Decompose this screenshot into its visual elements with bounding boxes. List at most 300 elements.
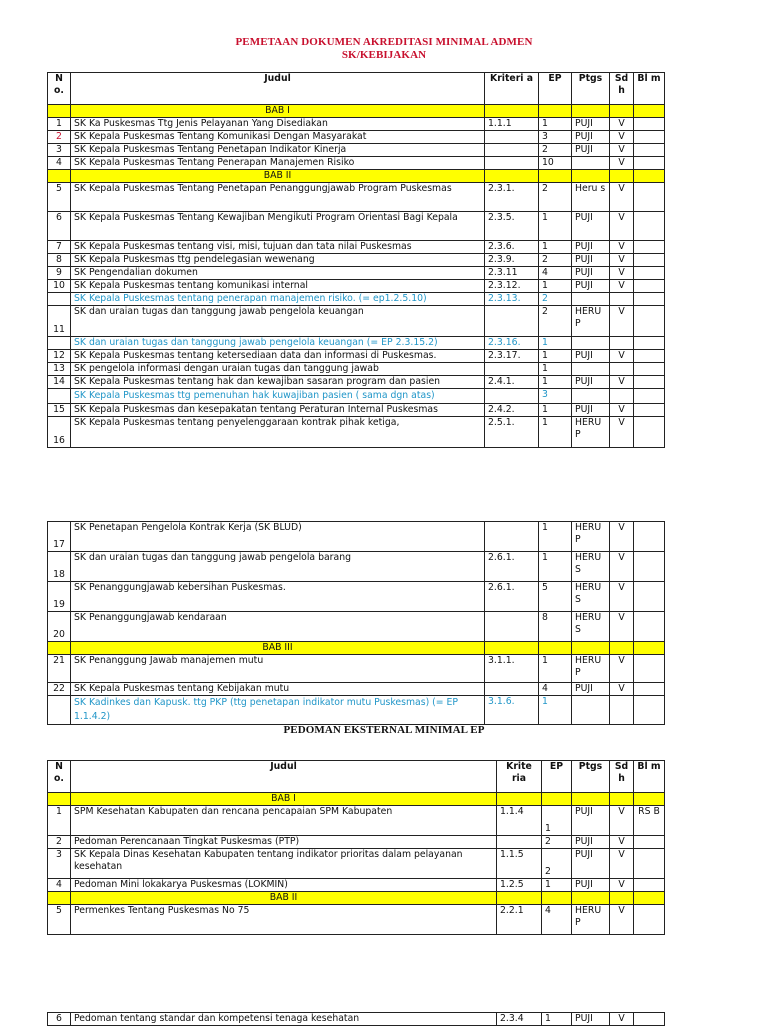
- table-row: [48, 905, 665, 935]
- table-cell: HERU P: [572, 306, 610, 337]
- table-cell: [48, 696, 71, 725]
- table-row: [48, 417, 665, 448]
- header-ptgs: Ptgs: [572, 761, 610, 793]
- table-cell: [485, 522, 539, 552]
- table-cell: V: [610, 582, 634, 612]
- table-cell: [485, 612, 539, 642]
- section1-title: PEMETAAN DOKUMEN AKREDITASI MINIMAL ADMEN: [235, 36, 533, 48]
- table-row: [48, 806, 665, 836]
- table-cell: [48, 170, 71, 183]
- table-cell: [634, 170, 665, 183]
- table-cell: V: [610, 836, 634, 849]
- table-cell: V: [610, 683, 634, 696]
- table-cell: HERU S: [572, 552, 610, 582]
- table-cell: [634, 696, 665, 725]
- table-cell: 10: [539, 157, 572, 170]
- bab-row: [48, 642, 665, 655]
- table-cell: SK Kepala Puskesmas Tentang Komunikasi Dengan Masyarakat: [71, 131, 485, 144]
- table-cell: [634, 612, 665, 642]
- table-cell: [572, 696, 610, 725]
- header-no: N o.: [48, 761, 71, 793]
- table-cell: 1: [539, 522, 572, 552]
- table-row: [48, 582, 665, 612]
- header-blm: Bl m: [634, 73, 665, 105]
- table-cell: 3.1.1.: [485, 655, 539, 683]
- header-kriteria: Kriteri a: [485, 73, 539, 105]
- table-cell: 1: [542, 1013, 572, 1026]
- table-cell: [572, 363, 610, 376]
- table-cell: PUJI: [572, 254, 610, 267]
- table-row: [48, 363, 665, 376]
- table-cell: 4: [48, 157, 71, 170]
- table-cell: 2: [539, 306, 572, 337]
- table-row: [48, 552, 665, 582]
- table-cell: 1: [539, 118, 572, 131]
- bab-row: [48, 793, 665, 806]
- table-row: [48, 267, 665, 280]
- table-cell: 16: [48, 417, 71, 448]
- section2-title: PEDOMAN EKSTERNAL MINIMAL EP: [283, 724, 485, 736]
- table-cell: [485, 144, 539, 157]
- table-cell: 2.3.11: [485, 267, 539, 280]
- table-cell: [634, 131, 665, 144]
- table-cell: SK Kepala Puskesmas Tentang Kewajiban Mengikuti Program Orientasi Bagi Kepala: [71, 212, 485, 241]
- table-cell: [634, 836, 665, 849]
- table-cell: [634, 417, 665, 448]
- table-cell: [634, 157, 665, 170]
- table-cell: V: [610, 131, 634, 144]
- header-blm: Bl m: [634, 761, 665, 793]
- table-cell: [610, 642, 634, 655]
- table-row: [48, 254, 665, 267]
- table-cell: [634, 337, 665, 350]
- table-cell: [485, 683, 539, 696]
- table-cell: 14: [48, 376, 71, 389]
- table-cell: HERU P: [572, 905, 610, 935]
- table-cell: 2.3.5.: [485, 212, 539, 241]
- table-cell: 9: [48, 267, 71, 280]
- table-cell: 1.1.4: [497, 806, 542, 836]
- table-cell: [634, 683, 665, 696]
- table-cell: [572, 793, 610, 806]
- table-cell: SK Kepala Puskesmas Tentang Penetapan Indikator Kinerja: [71, 144, 485, 157]
- table-cell: [634, 350, 665, 363]
- table-row: [48, 612, 665, 642]
- table-row: [48, 157, 665, 170]
- table-cell: [634, 105, 665, 118]
- table-header-row: [48, 73, 665, 105]
- table-row: [48, 241, 665, 254]
- table-row: [48, 118, 665, 131]
- table-cell: Pedoman Perencanaan Tingkat Puskesmas (PTP): [71, 836, 497, 849]
- header-judul: Judul: [71, 761, 497, 793]
- table-cell: [610, 293, 634, 306]
- table-row: [48, 849, 665, 879]
- table-cell: [485, 642, 539, 655]
- table-cell: SK Kepala Puskesmas tentang ketersediaan data dan informasi di Puskesmas.: [71, 350, 485, 363]
- table-cell: [610, 696, 634, 725]
- table-cell: V: [610, 183, 634, 212]
- table-cell: 5: [48, 183, 71, 212]
- table-cell: 22: [48, 683, 71, 696]
- table-cell: 1: [539, 417, 572, 448]
- table-cell: 1: [539, 655, 572, 683]
- table-cell: [48, 389, 71, 404]
- table-cell: [485, 170, 539, 183]
- table-cell: 2.3.9.: [485, 254, 539, 267]
- sk-kebijakan-table-continued: [47, 521, 665, 725]
- table-cell: SK Kepala Puskesmas Tentang Penerapan Manajemen Risiko: [71, 157, 485, 170]
- table-cell: PUJI: [572, 376, 610, 389]
- table-cell: [485, 131, 539, 144]
- pedoman-eksternal-table: [47, 760, 665, 935]
- table-cell: 15: [48, 404, 71, 417]
- table-cell: [634, 267, 665, 280]
- table-cell: [572, 170, 610, 183]
- table-cell: Pedoman tentang standar dan kompetensi tenaga kesehatan: [71, 1013, 497, 1026]
- table-row-note: [48, 337, 665, 350]
- table-cell: 1: [539, 241, 572, 254]
- table-cell: 2.2.1: [497, 905, 542, 935]
- table-cell: [634, 183, 665, 212]
- table-row: [48, 683, 665, 696]
- table-cell: [539, 642, 572, 655]
- table-cell: SK Kepala Puskesmas ttg pendelegasian wewenang: [71, 254, 485, 267]
- table-cell: RS B: [634, 806, 665, 836]
- bab-label: BAB III: [71, 642, 485, 655]
- table-cell: 8: [539, 612, 572, 642]
- table-cell: [634, 280, 665, 293]
- table-row-note: [48, 293, 665, 306]
- table-cell: 2: [539, 293, 572, 306]
- table-cell: [634, 254, 665, 267]
- sk-kebijakan-table: [47, 72, 665, 448]
- table-cell: PUJI: [572, 849, 610, 879]
- table-cell: PUJI: [572, 836, 610, 849]
- table-cell: [634, 376, 665, 389]
- table-cell: [485, 363, 539, 376]
- table-cell: V: [610, 905, 634, 935]
- table-cell: 1: [539, 404, 572, 417]
- table-cell: [48, 337, 71, 350]
- table-cell: 3: [539, 131, 572, 144]
- table-row-note: [48, 389, 665, 404]
- table-cell: 20: [48, 612, 71, 642]
- table-cell: PUJI: [572, 350, 610, 363]
- table-cell: [572, 157, 610, 170]
- table-cell: 1: [539, 552, 572, 582]
- table-cell: [610, 337, 634, 350]
- table-cell: [634, 892, 665, 905]
- table-cell: 2.6.1.: [485, 552, 539, 582]
- table-cell: [572, 337, 610, 350]
- table-row: [48, 131, 665, 144]
- table-cell: 1: [539, 212, 572, 241]
- table-cell: SK Ka Puskesmas Ttg Jenis Pelayanan Yang Disediakan: [71, 118, 485, 131]
- table-cell: V: [610, 417, 634, 448]
- table-cell: V: [610, 655, 634, 683]
- table-cell: 1.1.1: [485, 118, 539, 131]
- table-cell: SK Kepala Puskesmas tentang hak dan kewajiban sasaran program dan pasien: [71, 376, 485, 389]
- table-cell: V: [610, 306, 634, 337]
- table-cell: [497, 793, 542, 806]
- table-cell: SK Kepala Puskesmas tentang Kebijakan mutu: [71, 683, 485, 696]
- table-row: [48, 836, 665, 849]
- table-cell: V: [610, 404, 634, 417]
- table-cell: 2: [542, 849, 572, 879]
- table-cell: 1: [539, 363, 572, 376]
- table-cell: [485, 389, 539, 404]
- table-cell: [48, 293, 71, 306]
- table-cell: SK Penanggung Jawab manajemen mutu: [71, 655, 485, 683]
- table-cell: [485, 105, 539, 118]
- table-cell: 2.3.16.: [485, 337, 539, 350]
- table-cell: 10: [48, 280, 71, 293]
- table-cell: [48, 642, 71, 655]
- table-cell: [634, 144, 665, 157]
- table-cell: SK Kepala Puskesmas tentang komunikasi internal: [71, 280, 485, 293]
- table-cell: PUJI: [572, 806, 610, 836]
- bab-label: BAB II: [71, 170, 485, 183]
- table-cell: [497, 836, 542, 849]
- table-cell: SK dan uraian tugas dan tanggung jawab pengelola keuangan (= EP 2.3.15.2): [71, 337, 485, 350]
- table-row: [48, 404, 665, 417]
- table-cell: 13: [48, 363, 71, 376]
- table-cell: PUJI: [572, 241, 610, 254]
- table-cell: V: [610, 522, 634, 552]
- table-cell: 1: [539, 280, 572, 293]
- table-cell: V: [610, 144, 634, 157]
- table-cell: 2.5.1.: [485, 417, 539, 448]
- table-cell: V: [610, 212, 634, 241]
- table-cell: [634, 905, 665, 935]
- table-cell: 2.3.12.: [485, 280, 539, 293]
- table-cell: HERU P: [572, 655, 610, 683]
- table-cell: [539, 170, 572, 183]
- table-cell: HERU S: [572, 612, 610, 642]
- table-cell: SK Kepala Puskesmas Tentang Penetapan Penanggungjawab Program Puskesmas: [71, 183, 485, 212]
- table-cell: SK Penanggungjawab kebersihan Puskesmas.: [71, 582, 485, 612]
- table-cell: [485, 157, 539, 170]
- bab-label: BAB I: [71, 793, 497, 806]
- table-cell: 2.3.1.: [485, 183, 539, 212]
- table-cell: [539, 105, 572, 118]
- table-cell: [634, 293, 665, 306]
- table-cell: 1: [48, 806, 71, 836]
- table-cell: 6: [48, 1013, 71, 1026]
- table-cell: [572, 642, 610, 655]
- table-cell: SK Kepala Puskesmas tentang penerapan manajemen risiko. (= ep1.2.5.10): [71, 293, 485, 306]
- table-cell: [634, 118, 665, 131]
- table-cell: 6: [48, 212, 71, 241]
- header-kriteria: Krite ria: [497, 761, 542, 793]
- bab-label: BAB II: [71, 892, 497, 905]
- table-row: [48, 212, 665, 241]
- table-cell: [572, 105, 610, 118]
- table-cell: SK Kepala Puskesmas dan kesepakatan tentang Peraturan Internal Puskesmas: [71, 404, 485, 417]
- table-cell: PUJI: [572, 118, 610, 131]
- table-cell: [634, 404, 665, 417]
- table-cell: 2.3.4: [497, 1013, 542, 1026]
- table-cell: Heru s: [572, 183, 610, 212]
- table-cell: V: [610, 879, 634, 892]
- table-cell: PUJI: [572, 131, 610, 144]
- table-cell: 1.1.5: [497, 849, 542, 879]
- table-cell: PUJI: [572, 683, 610, 696]
- table-cell: SK Kepala Puskesmas tentang penyelenggaraan kontrak pihak ketiga,: [71, 417, 485, 448]
- table-cell: 11: [48, 306, 71, 337]
- table-cell: SK pengelola informasi dengan uraian tugas dan tanggung jawab: [71, 363, 485, 376]
- table-cell: V: [610, 350, 634, 363]
- table-cell: [610, 793, 634, 806]
- table-cell: [634, 793, 665, 806]
- table-cell: [48, 892, 71, 905]
- table-cell: V: [610, 118, 634, 131]
- table-cell: [634, 522, 665, 552]
- table-cell: SK Kepala Puskesmas ttg pemenuhan hak kuwajiban pasien ( sama dgn atas): [71, 389, 485, 404]
- table-cell: 1.2.5: [497, 879, 542, 892]
- table-cell: PUJI: [572, 212, 610, 241]
- table-cell: [634, 849, 665, 879]
- table-cell: 17: [48, 522, 71, 552]
- table-row: [48, 522, 665, 552]
- table-cell: 8: [48, 254, 71, 267]
- table-cell: PUJI: [572, 404, 610, 417]
- table-cell: 4: [539, 267, 572, 280]
- table-cell: 2: [539, 144, 572, 157]
- table-cell: [610, 170, 634, 183]
- table-cell: 3: [539, 389, 572, 404]
- table-cell: HERU P: [572, 522, 610, 552]
- table-cell: [48, 793, 71, 806]
- table-cell: SK dan uraian tugas dan tanggung jawab pengelola keuangan: [71, 306, 485, 337]
- table-cell: 2.3.13.: [485, 293, 539, 306]
- table-cell: 2: [48, 131, 71, 144]
- table-cell: 2.6.1.: [485, 582, 539, 612]
- table-cell: [610, 389, 634, 404]
- table-cell: 2.4.1.: [485, 376, 539, 389]
- table-cell: Pedoman Mini lokakarya Puskesmas (LOKMIN): [71, 879, 497, 892]
- table-cell: 1: [542, 806, 572, 836]
- table-cell: [572, 892, 610, 905]
- table-cell: 2.3.17.: [485, 350, 539, 363]
- table-cell: V: [610, 612, 634, 642]
- table-cell: 1: [539, 696, 572, 725]
- table-cell: 1: [542, 879, 572, 892]
- table-cell: 2.3.6.: [485, 241, 539, 254]
- table-cell: V: [610, 376, 634, 389]
- table-cell: 1: [539, 376, 572, 389]
- bab-row: [48, 105, 665, 118]
- table-row: [48, 144, 665, 157]
- table-cell: V: [610, 1013, 634, 1026]
- table-cell: [634, 582, 665, 612]
- section1-subtitle: SK/KEBIJAKAN: [341, 49, 427, 61]
- header-sdh: Sd h: [610, 73, 634, 105]
- table-cell: PUJI: [572, 280, 610, 293]
- header-no: N o.: [48, 73, 71, 105]
- table-cell: 1: [48, 118, 71, 131]
- table-cell: SK Kadinkes dan Kapusk. ttg PKP (ttg penetapan indikator mutu Puskesmas) (= EP 1.1.4.2): [71, 696, 485, 725]
- table-cell: 2.4.2.: [485, 404, 539, 417]
- table-cell: 2: [539, 254, 572, 267]
- table-cell: 12: [48, 350, 71, 363]
- table-cell: 2: [48, 836, 71, 849]
- bab-row: [48, 892, 665, 905]
- table-cell: SPM Kesehatan Kabupaten dan rencana pencapaian SPM Kabupaten: [71, 806, 497, 836]
- table-cell: V: [610, 849, 634, 879]
- table-cell: 3.1.6.: [485, 696, 539, 725]
- table-cell: 4: [48, 879, 71, 892]
- table-row: [48, 655, 665, 683]
- table-cell: V: [610, 280, 634, 293]
- table-cell: SK Penetapan Pengelola Kontrak Kerja (SK BLUD): [71, 522, 485, 552]
- table-cell: PUJI: [572, 144, 610, 157]
- bab-row: [48, 170, 665, 183]
- table-cell: 18: [48, 552, 71, 582]
- table-cell: [542, 793, 572, 806]
- table-cell: [634, 642, 665, 655]
- header-ep: EP: [542, 761, 572, 793]
- table-cell: 5: [539, 582, 572, 612]
- table-row: [48, 350, 665, 363]
- table-cell: SK Kepala Dinas Kesehatan Kabupaten tentang indikator prioritas dalam pelayanan kesehatan: [71, 849, 497, 879]
- table-row: [48, 183, 665, 212]
- table-cell: [634, 879, 665, 892]
- table-cell: [497, 892, 542, 905]
- table-cell: 2: [542, 836, 572, 849]
- table-cell: [634, 552, 665, 582]
- table-cell: SK Penanggungjawab kendaraan: [71, 612, 485, 642]
- header-ptgs: Ptgs: [572, 73, 610, 105]
- table-cell: Permenkes Tentang Puskesmas No 75: [71, 905, 497, 935]
- table-cell: V: [610, 806, 634, 836]
- table-cell: 19: [48, 582, 71, 612]
- table-row: [48, 306, 665, 337]
- table-cell: [610, 892, 634, 905]
- table-cell: V: [610, 552, 634, 582]
- table-header-row: [48, 761, 665, 793]
- table-cell: [542, 892, 572, 905]
- table-cell: [634, 306, 665, 337]
- table-cell: 4: [539, 683, 572, 696]
- table-cell: SK Pengendalian dokumen: [71, 267, 485, 280]
- table-cell: 3: [48, 849, 71, 879]
- table-cell: HERU P: [572, 417, 610, 448]
- header-sdh: Sd h: [610, 761, 634, 793]
- table-cell: 1: [539, 337, 572, 350]
- table-row-note: [48, 696, 665, 725]
- table-cell: V: [610, 241, 634, 254]
- table-cell: [634, 363, 665, 376]
- table-row: [48, 879, 665, 892]
- table-cell: V: [610, 254, 634, 267]
- table-cell: V: [610, 157, 634, 170]
- table-cell: [48, 105, 71, 118]
- table-cell: [634, 241, 665, 254]
- table-cell: 4: [542, 905, 572, 935]
- table-cell: [634, 655, 665, 683]
- table-cell: 2: [539, 183, 572, 212]
- table-cell: 3: [48, 144, 71, 157]
- table-cell: [634, 389, 665, 404]
- table-cell: SK dan uraian tugas dan tanggung jawab pengelola barang: [71, 552, 485, 582]
- table-cell: [610, 105, 634, 118]
- table-cell: 7: [48, 241, 71, 254]
- table-cell: [634, 212, 665, 241]
- header-ep: EP: [539, 73, 572, 105]
- table-cell: [610, 363, 634, 376]
